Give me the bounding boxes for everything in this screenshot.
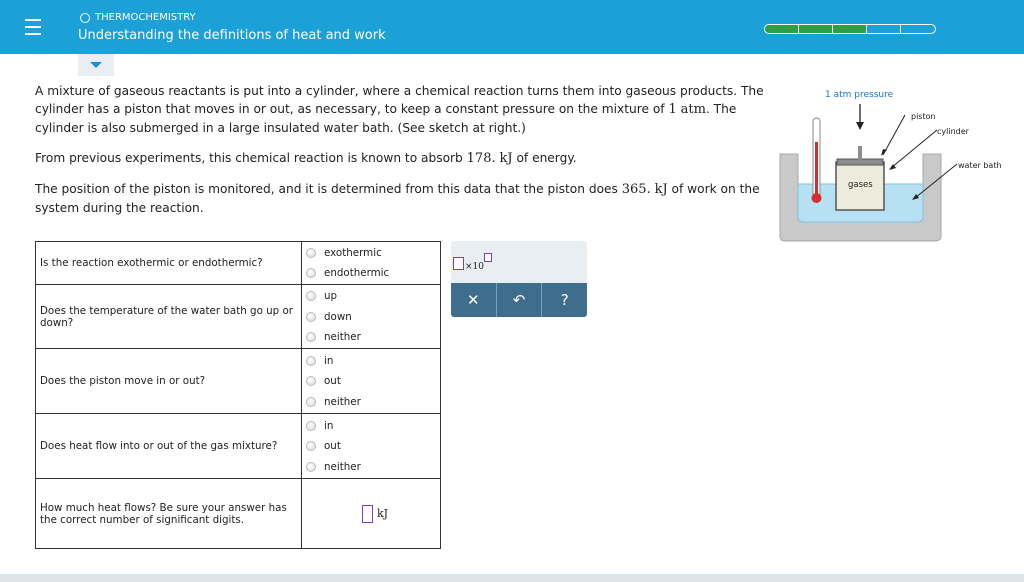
radio-option[interactable]: down <box>306 306 436 327</box>
progress-bar <box>764 24 936 34</box>
piston-label: piston <box>911 112 936 121</box>
heat-answer <box>306 505 436 523</box>
question-cell: How much heat flows? Be sure your answer has the correct number of significant digits. <box>36 479 302 549</box>
water-bath-label: water bath <box>958 161 1002 170</box>
collapse-toggle[interactable] <box>78 54 114 76</box>
thermometer-bulb <box>812 193 822 203</box>
mantissa-box <box>453 257 464 270</box>
menu-icon[interactable] <box>0 0 64 54</box>
pressure-label: 1 atm pressure <box>825 90 894 100</box>
radio-button[interactable] <box>306 462 316 472</box>
answer-table <box>35 241 441 549</box>
question-cell: Does the piston move in or out? <box>36 349 302 414</box>
radio-button[interactable] <box>306 397 316 407</box>
category-row <box>80 12 196 23</box>
radio-option[interactable]: in <box>306 415 436 436</box>
radio-button[interactable] <box>306 291 316 301</box>
radio-option[interactable]: neither <box>306 391 436 412</box>
caret-down-icon <box>90 62 102 68</box>
intro-paragraph: A mixture of gaseous reactants is put into a cylinder, where a chemical reaction turns them into gaseous products. The cylinder has a piston that moves in or out, as necessary, to keep a constant pressure on the mixture of 1 atm. The cylinder is also submerged in a large insulated water bath. (See sketch at right.) <box>35 84 764 135</box>
progress-segment <box>799 25 833 33</box>
energy-paragraph: From previous experiments, this chemical reaction is known to absorb 178. kJ of energy. <box>35 151 577 166</box>
page-title: Understanding the definitions of heat and work <box>78 28 386 43</box>
question-text <box>35 82 775 229</box>
table-row <box>36 285 441 349</box>
radio-button[interactable] <box>306 441 316 451</box>
radio-button[interactable] <box>306 356 316 366</box>
undo-button[interactable]: ↶ <box>497 283 543 317</box>
radio-button[interactable] <box>306 421 316 431</box>
progress-segment <box>833 25 867 33</box>
apparatus-sketch <box>775 84 1015 244</box>
table-row <box>36 349 441 414</box>
category-label: THERMOCHEMISTRY <box>95 12 196 23</box>
table-row <box>36 479 441 549</box>
piston-arrow <box>883 115 905 155</box>
clear-button[interactable]: ✕ <box>451 283 497 317</box>
radio-button[interactable] <box>306 376 316 386</box>
times-ten-label: ×10 <box>465 262 484 272</box>
exponent-box <box>484 253 492 262</box>
thermometer-mercury <box>815 142 818 196</box>
radio-option[interactable]: up <box>306 286 436 307</box>
radio-button[interactable] <box>306 332 316 342</box>
radio-option[interactable]: neither <box>306 456 436 477</box>
top-bar <box>0 0 1024 54</box>
pressure-arrowhead <box>856 122 864 130</box>
radio-option[interactable]: out <box>306 436 436 457</box>
piston-arrowhead <box>881 149 887 156</box>
table-row <box>36 242 441 285</box>
radio-option[interactable]: endothermic <box>306 263 436 284</box>
radio-option[interactable]: out <box>306 371 436 392</box>
radio-button[interactable] <box>306 312 316 322</box>
options-cell <box>302 414 441 479</box>
radio-button[interactable] <box>306 268 316 278</box>
progress-segment <box>901 25 935 33</box>
answer-toolbox <box>451 241 587 317</box>
heat-answer-input[interactable] <box>362 505 373 523</box>
help-button[interactable]: ? <box>560 291 569 309</box>
radio-option[interactable]: neither <box>306 327 436 348</box>
bottom-bar <box>0 574 1024 582</box>
progress-segment <box>867 25 901 33</box>
radio-button[interactable] <box>306 248 316 258</box>
question-cell: Does the temperature of the water bath go up or down? <box>36 285 302 349</box>
radio-option[interactable]: exothermic <box>306 243 436 264</box>
toolbox-buttons <box>451 283 587 317</box>
category-circle-icon <box>80 13 90 23</box>
table-row <box>36 414 441 479</box>
cylinder-label: cylinder <box>937 127 969 136</box>
progress-segment <box>765 25 799 33</box>
scientific-notation-button[interactable] <box>453 253 492 272</box>
work-paragraph: The position of the piston is monitored, and it is determined from this data that the piston does 365. kJ of work on the system during the reaction. <box>35 182 760 215</box>
question-cell: Is the reaction exothermic or endothermic? <box>36 242 302 285</box>
options-cell <box>302 349 441 414</box>
gases-label: gases <box>848 180 873 190</box>
unit-label: kJ <box>377 507 389 520</box>
options-cell <box>302 285 441 349</box>
radio-option[interactable]: in <box>306 350 436 371</box>
options-cell <box>302 242 441 285</box>
answer-cell <box>302 479 441 549</box>
piston-rod <box>858 146 862 160</box>
question-cell: Does heat flow into or out of the gas mixture? <box>36 414 302 479</box>
